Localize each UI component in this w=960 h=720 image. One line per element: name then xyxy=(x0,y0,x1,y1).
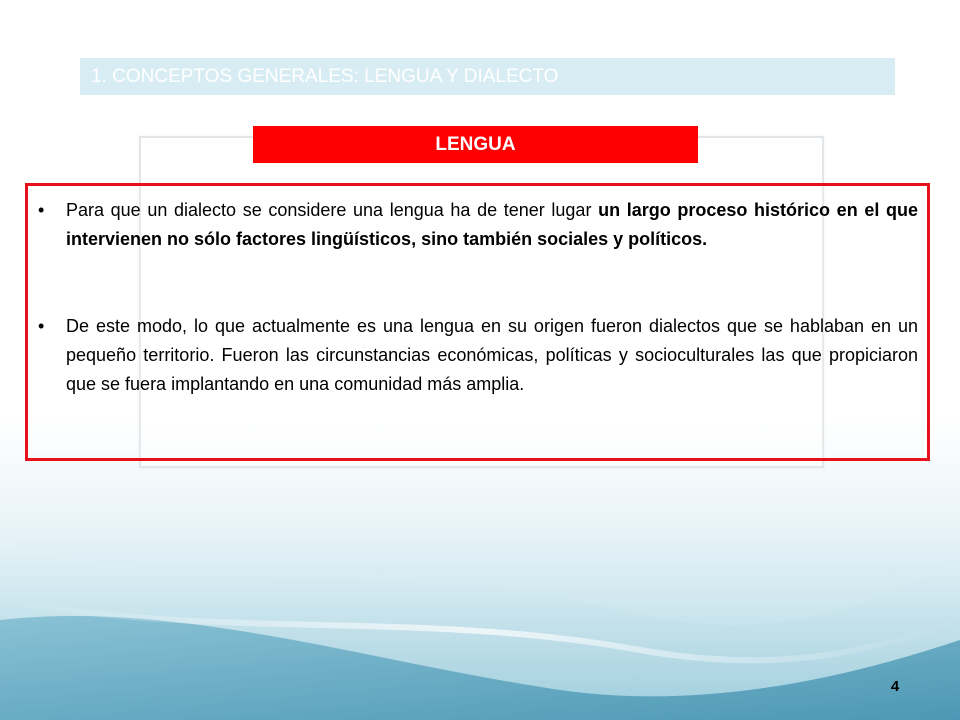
bullet-text-2: De este modo, lo que actualmente es una lengua en su origen fueron dialectos que se hablaban en un pequeño territorio. Fueron las circunstancias económicas, políticas y socioculturales las que propiciaron que se fuera implantando en una comunidad más amplia. xyxy=(66,316,918,394)
bullet-item-2 xyxy=(38,312,918,399)
content-box xyxy=(25,183,930,461)
section-label: LENGUA xyxy=(253,126,698,163)
slide-title-bar xyxy=(80,58,895,95)
bullet-text-1 xyxy=(66,196,918,254)
page-number: 4 xyxy=(890,678,900,695)
bullet-text-1-bold: un largo proceso histórico en el que intervienen no sólo factores lingüísticos, sino también sociales y políticos. xyxy=(66,200,918,249)
bullet-dot-icon: • xyxy=(38,316,45,336)
bullet-item-1 xyxy=(38,196,918,254)
slide-title: 1. CONCEPTOS GENERALES: LENGUA Y DIALECTO xyxy=(91,66,559,87)
bullet-text-1-plain: Para que un dialecto se considere una lengua ha de tener lugar xyxy=(66,200,599,220)
bullet-dot-icon: • xyxy=(38,200,45,220)
